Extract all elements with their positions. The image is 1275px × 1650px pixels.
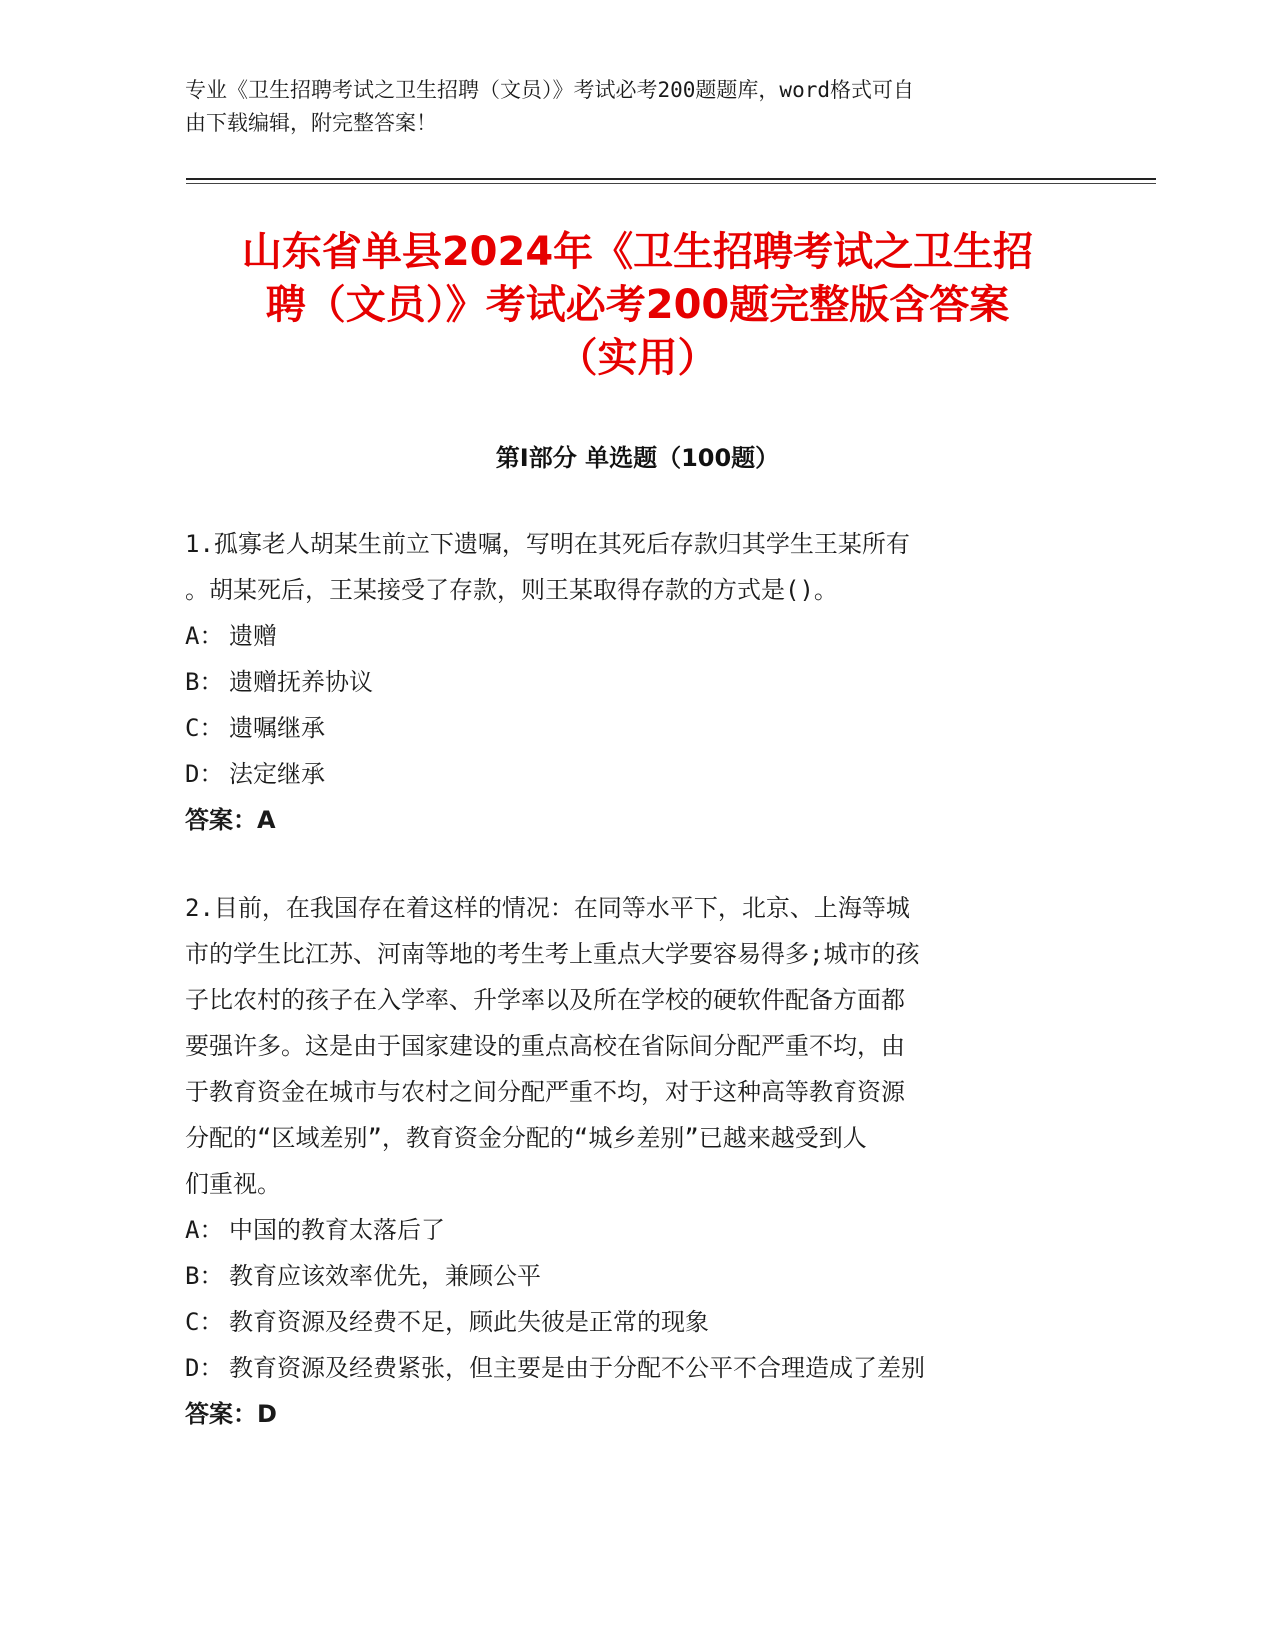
section-heading: 第Ⅰ部分 单选题（100题） [495,444,780,472]
option-text: 中国的教育太落后了 [229,1216,445,1244]
option-text: 遗赠抚养协议 [229,668,373,696]
question-text-line: 们重视。 [185,1170,281,1198]
question-text-line: 于教育资金在城市与农村之间分配严重不均，对于这种高等教育资源 [185,1078,905,1106]
option-text: 教育应该效率优先，兼顾公平 [229,1262,541,1290]
question-text-line: 。胡某死后，王某接受了存款，则王某取得存款的方式是()。 [185,576,838,604]
option-key: A： [185,1216,224,1244]
option-a [185,1207,1085,1253]
option-d [185,751,1085,797]
answer-line: 答案：D [185,1400,277,1428]
title-line: 山东省单县2024年《卫生招聘考试之卫生招 [241,229,1034,275]
header-note [185,74,1065,140]
answer-line: 答案：A [185,806,276,834]
question-text-line: 市的学生比江苏、河南等地的考生考上重点大学要容易得多;城市的孩 [185,940,920,968]
option-text: 教育资源及经费不足，顾此失彼是正常的现象 [229,1308,709,1336]
question-block [185,521,1085,843]
option-text: 遗赠 [229,622,277,650]
header-divider-thin [186,183,1156,184]
option-text: 法定继承 [229,760,325,788]
header-note-line: 专业《卫生招聘考试之卫生招聘（文员）》考试必考200题题库，word格式可自 [185,78,914,102]
option-c [185,1299,1085,1345]
title-line: 聘（文员）》考试必考200题完整版含答案 [265,282,1010,328]
question-text-line: 2.目前，在我国存在着这样的情况：在同等水平下，北京、上海等城 [185,894,910,922]
question-text-line: 1.孤寡老人胡某生前立下遗嘱，写明在其死后存款归其学生王某所有 [185,530,910,558]
option-key: D： [185,760,224,788]
option-text: 教育资源及经费紧张，但主要是由于分配不公平不合理造成了差别 [229,1354,925,1382]
question-text-line: 子比农村的孩子在入学率、升学率以及所在学校的硬软件配备方面都 [185,986,905,1014]
option-c [185,705,1085,751]
question-text-line: 分配的“区域差别”，教育资金分配的“城乡差别”已越来越受到人 [185,1124,867,1152]
document-title [150,226,1125,385]
option-key: B： [185,1262,224,1290]
option-key: C： [185,1308,224,1336]
option-key: B： [185,668,224,696]
header-note-line: 由下载编辑，附完整答案！ [185,111,437,135]
option-b [185,1253,1085,1299]
header-divider-thick [186,178,1156,180]
option-b [185,659,1085,705]
option-key: C： [185,714,224,742]
title-line: （实用） [557,335,718,381]
option-text: 遗嘱继承 [229,714,325,742]
option-key: A： [185,622,224,650]
option-a [185,613,1085,659]
question-block [185,885,1085,1437]
option-key: D： [185,1354,224,1382]
question-text-line: 要强许多。这是由于国家建设的重点高校在省际间分配严重不均，由 [185,1032,905,1060]
option-d [185,1345,1085,1391]
